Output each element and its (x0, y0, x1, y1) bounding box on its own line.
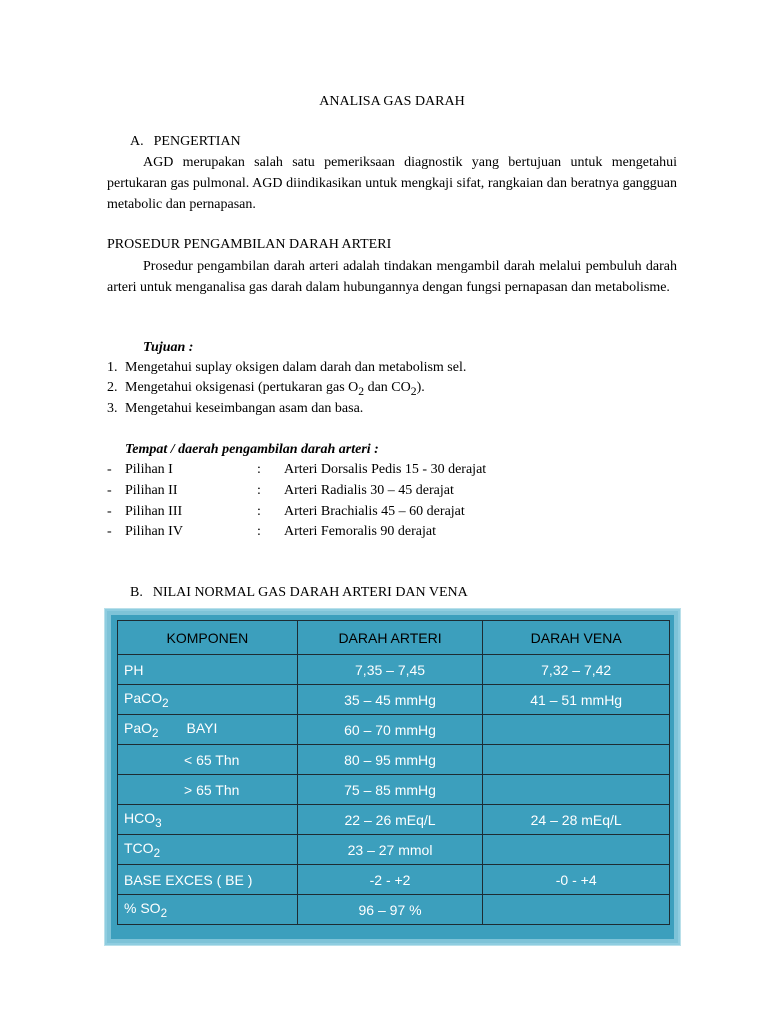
table-header-row (118, 621, 670, 655)
komponen-cell (118, 685, 298, 715)
header-darah-arteri: DARAH ARTERI (297, 621, 483, 655)
bullet-dash: - (107, 504, 112, 519)
site-name: Pilihan IV (125, 524, 183, 539)
arteri-cell: 35 – 45 mmHg (297, 685, 483, 715)
vena-cell (483, 835, 670, 865)
site-colon: : (257, 504, 261, 519)
table-row (118, 655, 670, 685)
tujuan-number: 1. (107, 360, 118, 375)
tempat-heading: Tempat / daerah pengambilan darah arteri : (125, 442, 379, 457)
site-row (107, 462, 486, 478)
vena-cell (483, 745, 670, 775)
subscript: 2 (358, 384, 365, 398)
komponen-cell: PH (118, 655, 298, 685)
vena-cell: 7,32 – 7,42 (483, 655, 670, 685)
section-a-title: PENGERTIAN (153, 134, 241, 149)
site-colon: : (257, 483, 261, 498)
komponen-label: PaCO (124, 689, 163, 706)
komponen-cell (118, 895, 298, 925)
site-value: Arteri Brachialis 45 – 60 derajat (284, 504, 465, 519)
site-row (107, 524, 436, 540)
prosedur-paragraph (107, 256, 677, 298)
table-row (118, 865, 670, 895)
site-name: Pilihan I (125, 462, 173, 477)
tujuan-text-post: ). (416, 380, 425, 395)
section-b-title: NILAI NORMAL GAS DARAH ARTERI DAN VENA (152, 585, 468, 600)
table-row (118, 895, 670, 925)
pengertian-text: AGD merupakan salah satu pemeriksaan diagnostik yang bertujuan untuk mengetahui pertukaran gas pulmonal. AGD diindikasikan untuk mengkaji sifat, rangkaian dan beratnya gangguan metabolic dan pernapasan. (107, 155, 677, 212)
table-row (118, 835, 670, 865)
arteri-cell: 60 – 70 mmHg (297, 715, 483, 745)
section-a-marker: A. (130, 134, 144, 149)
subscript: 2 (162, 696, 169, 710)
tujuan-item (107, 401, 363, 417)
arteri-cell: 96 – 97 % (297, 895, 483, 925)
site-value: Arteri Radialis 30 – 45 derajat (284, 483, 454, 498)
table-row (118, 745, 670, 775)
prosedur-heading: PROSEDUR PENGAMBILAN DARAH ARTERI (107, 237, 392, 252)
subscript: 2 (152, 726, 159, 740)
vena-cell (483, 775, 670, 805)
tujuan-item (107, 360, 466, 376)
komponen-label: PaO (124, 719, 153, 736)
table-row (118, 775, 670, 805)
site-row (107, 483, 454, 499)
komponen-cell (118, 805, 298, 835)
tujuan-item (107, 380, 425, 398)
subscript: 2 (410, 384, 417, 398)
header-darah-vena: DARAH VENA (483, 621, 670, 655)
header-komponen: KOMPONEN (118, 621, 298, 655)
komponen-cell: BASE EXCES ( BE ) (118, 865, 298, 895)
arteri-cell: 75 – 85 mmHg (297, 775, 483, 805)
pengertian-paragraph (107, 152, 677, 215)
tujuan-text-pre: Mengetahui oksigenasi (pertukaran gas O (125, 380, 359, 395)
site-name: Pilihan III (125, 504, 183, 519)
arteri-cell: 23 – 27 mmol (297, 835, 483, 865)
komponen-cell (118, 835, 298, 865)
tujuan-number: 3. (107, 401, 118, 416)
subscript: 2 (153, 846, 161, 860)
table-row (118, 805, 670, 835)
komponen-label: HCO (124, 809, 156, 826)
komponen-label: TCO (124, 839, 154, 856)
komponen-cell: > 65 Thn (118, 775, 298, 805)
subscript: 2 (160, 906, 168, 920)
site-colon: : (257, 524, 261, 539)
document-title: ANALISA GAS DARAH (319, 94, 465, 109)
subscript: 3 (155, 816, 162, 830)
site-value: Arteri Femoralis 90 derajat (284, 524, 437, 539)
komponen-cell: < 65 Thn (118, 745, 298, 775)
site-row (107, 504, 465, 520)
tujuan-number: 2. (107, 380, 118, 395)
section-a-heading (130, 134, 241, 150)
table-row (118, 715, 670, 745)
komponen-sublabel: BAYI (186, 719, 218, 736)
site-colon: : (257, 462, 261, 477)
section-b-marker: B. (130, 585, 143, 600)
arteri-cell: -2 - +2 (297, 865, 483, 895)
vena-cell: 41 – 51 mmHg (483, 685, 670, 715)
blood-gas-table (117, 620, 670, 925)
table-row (118, 685, 670, 715)
arteri-cell: 7,35 – 7,45 (297, 655, 483, 685)
vena-cell: -0 - +4 (483, 865, 670, 895)
tujuan-text: Mengetahui keseimbangan asam dan basa. (125, 401, 364, 416)
arteri-cell: 22 – 26 mEq/L (297, 805, 483, 835)
komponen-cell (118, 715, 298, 745)
section-b-heading (130, 585, 468, 601)
bullet-dash: - (107, 524, 112, 539)
site-value: Arteri Dorsalis Pedis 15 - 30 derajat (284, 462, 487, 477)
vena-cell: 24 – 28 mEq/L (483, 805, 670, 835)
arteri-cell: 80 – 95 mmHg (297, 745, 483, 775)
bullet-dash: - (107, 462, 112, 477)
vena-cell (483, 715, 670, 745)
tujuan-text: Mengetahui suplay oksigen dalam darah dan metabolism sel. (125, 360, 467, 375)
tujuan-heading: Tujuan : (143, 340, 194, 355)
vena-cell (483, 895, 670, 925)
komponen-label: % SO (124, 899, 161, 916)
site-name: Pilihan II (125, 483, 178, 498)
bullet-dash: - (107, 483, 112, 498)
prosedur-text: Prosedur pengambilan darah arteri adalah tindakan mengambil darah melalui pembuluh darah arteri untuk menganalisa gas darah dalam hubungannya dengan fungsi pernapasan dan metabolisme. (107, 259, 677, 295)
tujuan-text-mid: dan CO (364, 380, 411, 395)
